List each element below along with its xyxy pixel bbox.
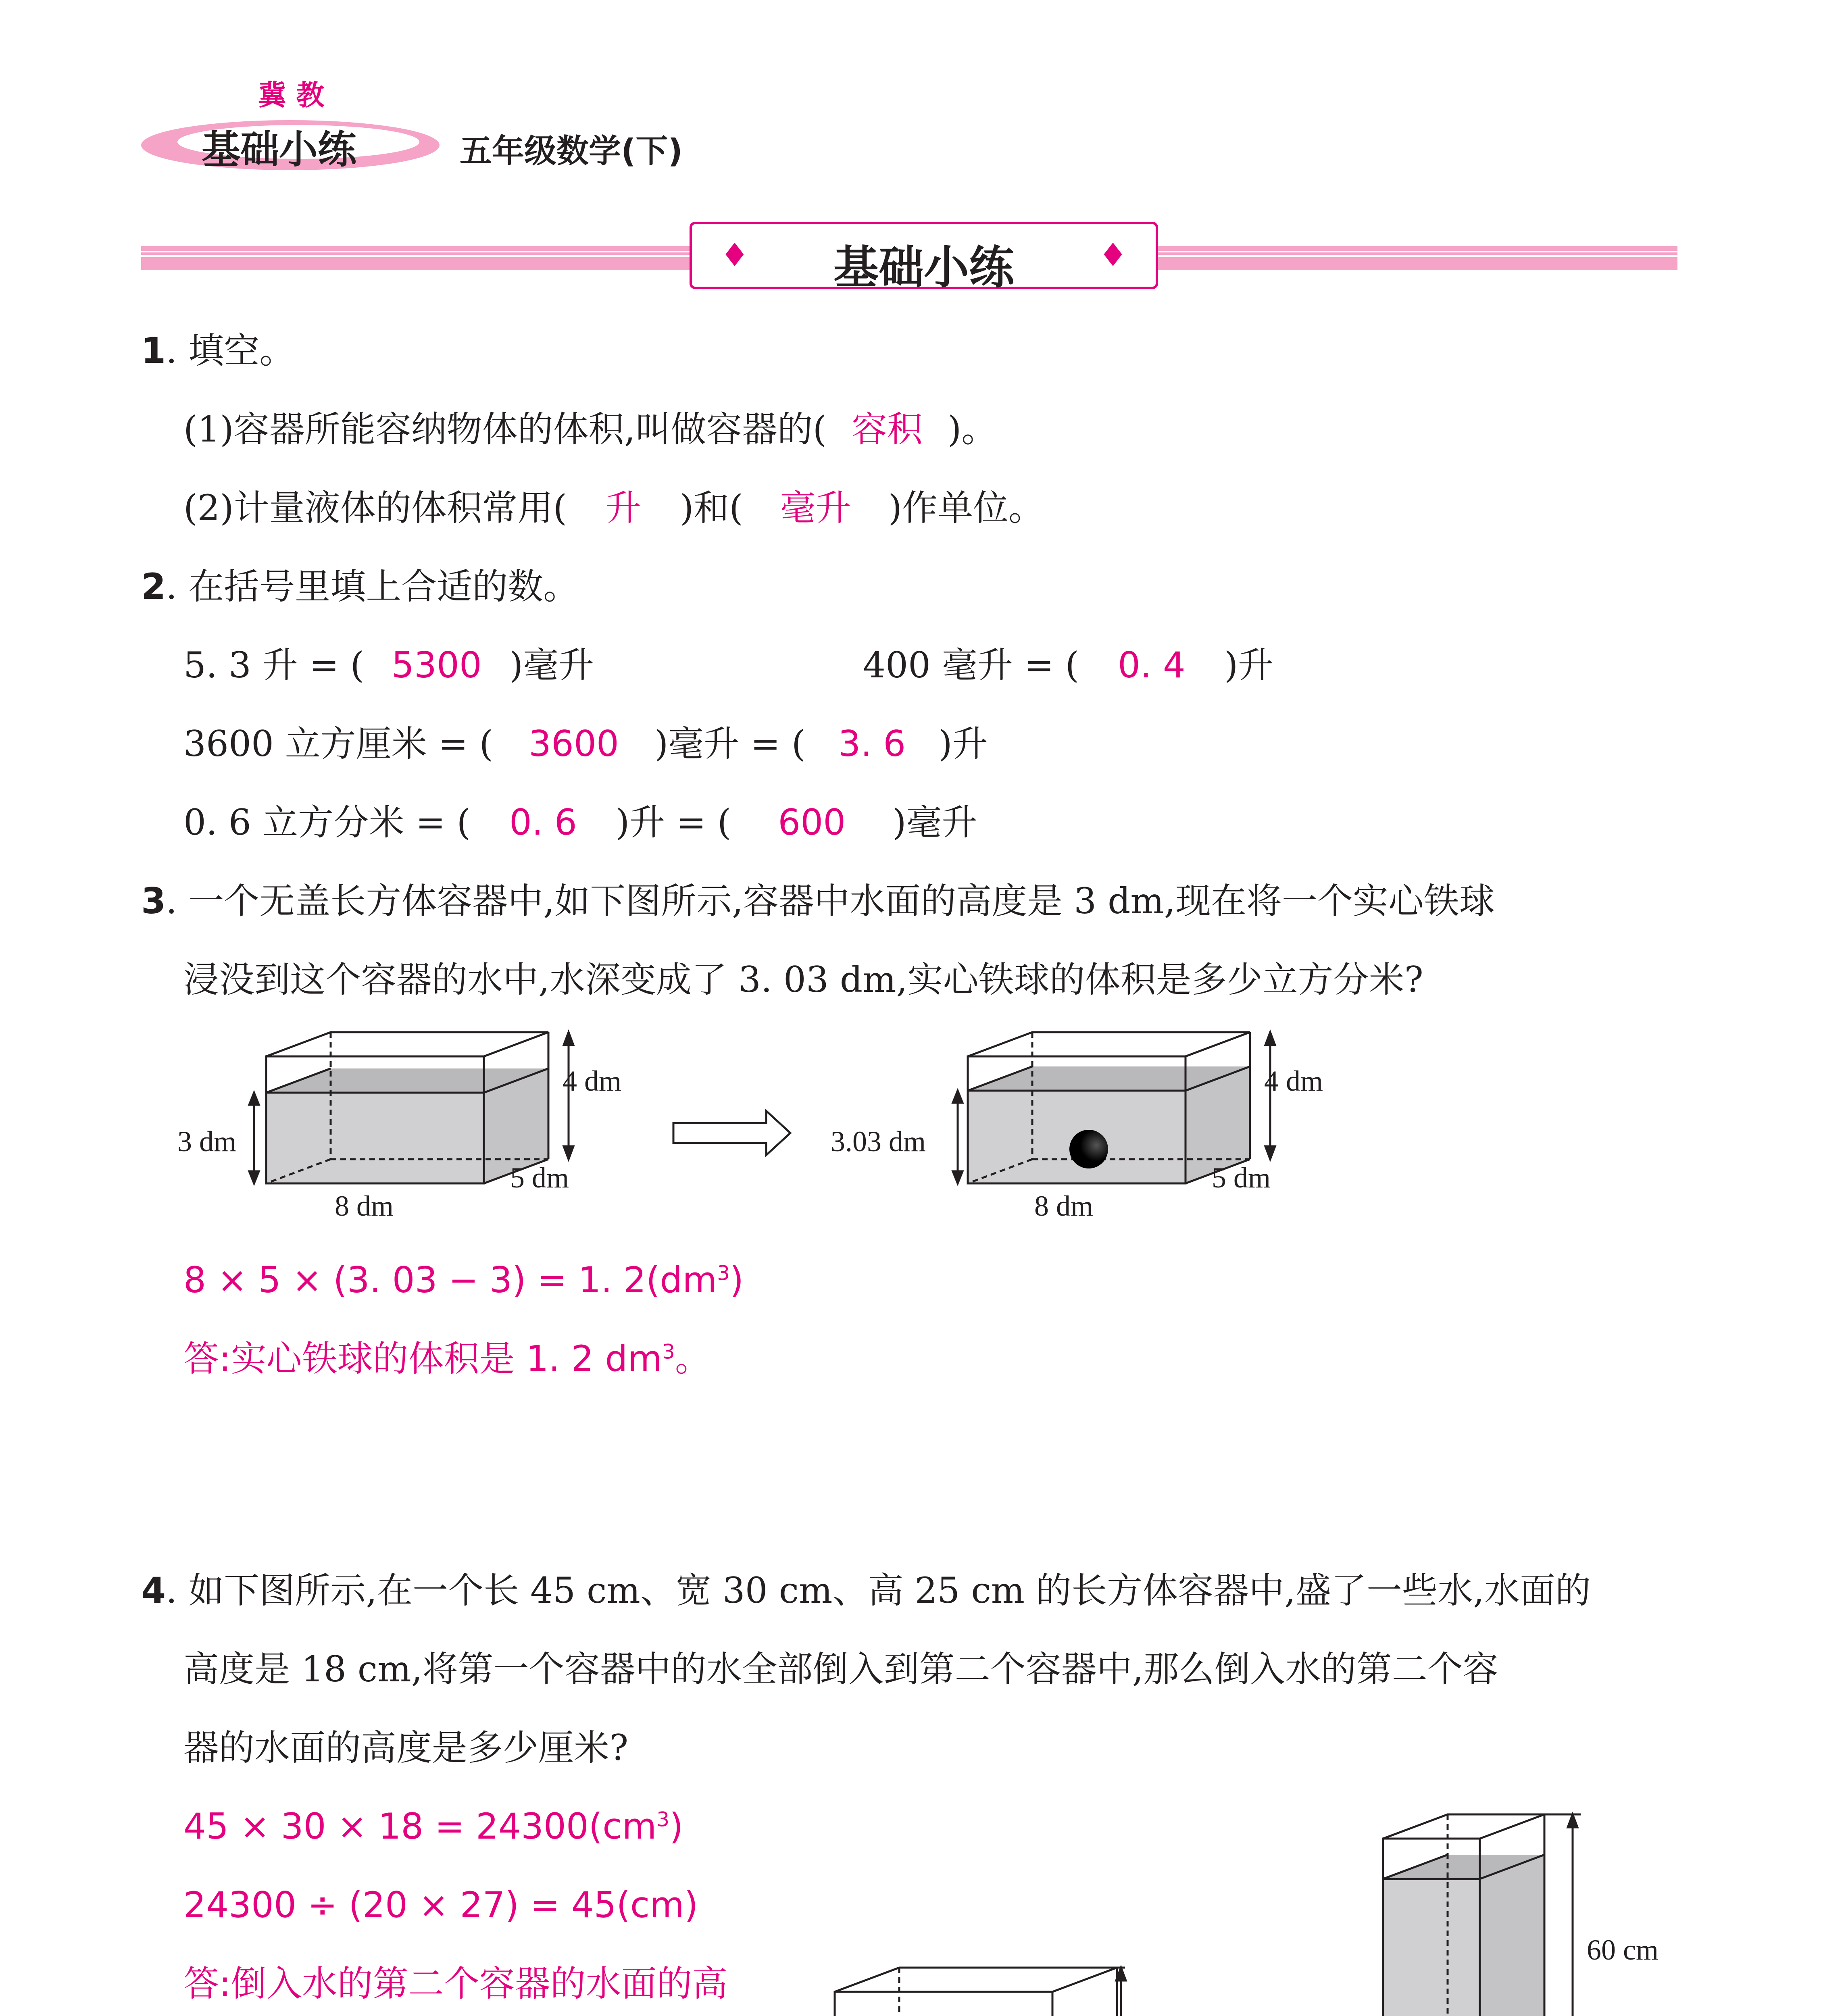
q2-line-d <box>183 800 977 845</box>
q3-right-length: 8 dm <box>1034 1190 1094 1222</box>
section-title: 基础小练 <box>833 242 1014 294</box>
q4-calc1-sup: 3 <box>656 1808 670 1831</box>
q3-right-box <box>953 1032 1275 1183</box>
q4-figure <box>806 1790 1754 2016</box>
q1-s1-answer: 容积 <box>851 408 923 450</box>
q4-text-1: 如下图所示,在一个长 45 cm、宽 30 cm、高 25 cm 的长方体容器中,盛了一些水,水面的 <box>188 1570 1591 1611</box>
q3-calc-text: 8 × 5 × (3. 03 − 3) = 1. 2(dm <box>183 1259 717 1301</box>
section-title-box <box>690 222 1158 294</box>
q3-answer-end: 。 <box>675 1338 710 1379</box>
q2-text: 在括号里填上合适的数。 <box>188 566 579 607</box>
q3-line1: 3. 一个无盖长方体容器中,如下图所示,容器中水面的高度是 3 dm,现在将一个实心铁球 <box>141 880 1495 922</box>
q4-calc1-end: ) <box>669 1806 683 1847</box>
q2-title: 2. 在括号里填上合适的数。 <box>141 566 579 607</box>
q3-left-length: 8 dm <box>335 1190 394 1222</box>
q4-line2 <box>183 1647 1498 1691</box>
section-bar-right <box>1157 246 1677 270</box>
q2-a-post: )毫升 <box>509 644 594 686</box>
q2-line-b <box>863 643 1273 687</box>
q4-line1: 4. 如下图所示,在一个长 45 cm、宽 30 cm、高 25 cm 的长方体容器中,盛了一些水,水面的 <box>141 1570 1591 1611</box>
q2-d-answer2: 600 <box>778 802 846 843</box>
q4-left-box <box>835 1968 1126 2016</box>
q3-right-width: 5 dm <box>1212 1162 1271 1194</box>
q4-text-2: 高度是 18 cm,将第一个容器中的水全部倒入到第二个容器中,那么倒入水的第二个容 <box>183 1648 1498 1690</box>
q3-answer <box>183 1337 710 1381</box>
q2-d-pre: 0. 6 立方分米 = ( <box>183 802 471 843</box>
header-series-top: 冀 教 <box>258 79 325 112</box>
q4-calculation-1 <box>183 1804 683 1849</box>
q1-s1-post: )。 <box>947 408 997 450</box>
diamond-left-icon: ♦ <box>720 236 749 274</box>
q3-left-box <box>249 1032 573 1183</box>
q1-s2-answer1: 升 <box>605 487 641 529</box>
q2-b-post: )升 <box>1224 644 1274 686</box>
q3-calculation <box>183 1258 744 1302</box>
header <box>137 69 702 181</box>
q4-answer-line1 <box>183 1962 728 2006</box>
q2-c-pre: 3600 立方厘米 = ( <box>183 723 493 764</box>
q2-d-post: )毫升 <box>892 802 977 843</box>
header-grade: 五年级数学(下) <box>460 132 683 170</box>
q4-right-height: 60 cm <box>1587 1934 1658 1966</box>
header-series-name: 基础小练 <box>202 127 356 172</box>
q2-c-answer1: 3600 <box>528 723 619 764</box>
q1-number: 1 <box>141 330 166 371</box>
q2-line-a <box>183 643 594 687</box>
q4-text-3: 器的水面的高度是多少厘米? <box>183 1727 629 1768</box>
q3-left-height: 4 dm <box>563 1065 622 1097</box>
q1-s1-pre: (1)容器所能容纳物体的体积,叫做容器的( <box>183 408 827 450</box>
q2-d-mid: )升 = ( <box>615 802 731 843</box>
q2-b-pre: 400 毫升 = ( <box>863 644 1079 686</box>
q2-b-answer: 0. 4 <box>1117 644 1186 686</box>
q1-title: 1. 填空。 <box>141 330 295 371</box>
q2-d-answer1: 0. 6 <box>509 802 577 843</box>
q4-calculation-2 <box>183 1883 698 1927</box>
q1-s2-answer2: 毫升 <box>780 487 851 529</box>
q3-calc-end: ) <box>729 1259 744 1301</box>
q2-a-pre: 5. 3 升 = ( <box>183 644 364 686</box>
q3-left-water: 3 dm <box>177 1125 237 1158</box>
diamond-right-icon: ♦ <box>1098 236 1127 274</box>
q2-a-answer: 5300 <box>391 644 482 686</box>
q3-text-1: 一个无盖长方体容器中,如下图所示,容器中水面的高度是 3 dm,现在将一个实心铁球 <box>188 880 1495 922</box>
iron-ball-icon <box>1069 1130 1108 1168</box>
q1-s2-pre: (2)计量液体的体积常用( <box>183 487 567 529</box>
q4-right-box <box>1383 1814 1581 2016</box>
section-bar-left <box>141 246 690 270</box>
q1-s2-mid: )和( <box>680 487 743 529</box>
q4-answer1-text: 答:倒入水的第二个容器的水面的高 <box>183 1963 728 2004</box>
q4-line3 <box>183 1726 628 1770</box>
q3-answer-sup: 3 <box>662 1340 675 1364</box>
q3-line2 <box>183 958 1423 1002</box>
q1-text: 填空。 <box>188 330 295 371</box>
q3-answer-text: 答:实心铁球的体积是 1. 2 dm <box>183 1338 663 1379</box>
q2-c-mid: )毫升 = ( <box>654 723 806 764</box>
q3-right-height: 4 dm <box>1264 1065 1323 1097</box>
q4-number: 4 <box>141 1570 166 1611</box>
q1-s2-post: )作单位。 <box>888 487 1044 529</box>
q3-number: 3 <box>141 880 166 922</box>
q2-c-post: )升 <box>938 723 988 764</box>
q3-left-width: 5 dm <box>510 1162 569 1194</box>
q1-sub1 <box>183 407 997 452</box>
q2-line-c <box>183 722 988 766</box>
q3-arrow-icon <box>673 1111 790 1155</box>
q4-calc1-text: 45 × 30 × 18 = 24300(cm <box>183 1806 657 1847</box>
q3-right-water: 3.03 dm <box>831 1125 926 1158</box>
q3-calc-sup: 3 <box>717 1261 730 1285</box>
q3-text-2: 浸没到这个容器的水中,水深变成了 3. 03 dm,实心铁球的体积是多少立方分米? <box>183 959 1423 1000</box>
q4-calc2-text: 24300 ÷ (20 × 27) = 45(cm) <box>183 1884 698 1926</box>
q2-number: 2 <box>141 566 166 607</box>
q2-c-answer2: 3. 6 <box>838 723 906 764</box>
q1-sub2 <box>183 486 1044 530</box>
